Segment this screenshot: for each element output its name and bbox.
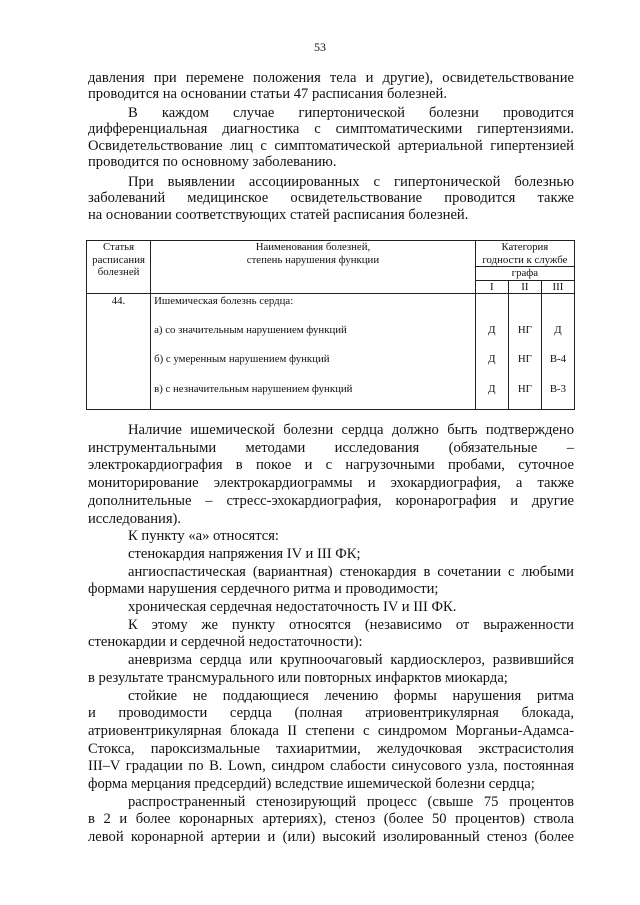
text-line: на основании соответствующих статей расписания болезней. (88, 206, 469, 223)
text-line: Освидетельствование лиц с симптоматической артериальной гипертензией (88, 137, 574, 154)
text-line: К этому же пункту относятся (независимо от выраженности (128, 616, 574, 633)
page-number: 53 (314, 40, 326, 54)
text-line: исследования). (88, 510, 182, 527)
text-line: В каждом случае гипертонической болезни проводится (128, 105, 574, 121)
text-line: в 2 и более коронарных артериях), стеноз (более 50 процентов) ствола (88, 811, 574, 828)
row-label: в) с незначительным нарушением функций (154, 383, 353, 395)
grade-col-i: Д Д Д (475, 294, 508, 410)
grade-col-iii: Д В-4 В-3 (541, 294, 574, 410)
text-line: проводится по основному заболеванию. (88, 154, 337, 171)
row-label: б) с умеренным нарушением функций (154, 353, 330, 365)
text-line: Наличие ишемической болезни сердца должно быть подтверждено (128, 422, 574, 438)
text-line: электрокардиография в покое и с нагрузочными пробами, суточное (88, 457, 574, 474)
text-line: в результате трансмурального или повторных инфарктов миокарда; (88, 669, 508, 686)
text-line: и проводимости сердца (полная атриовентрикулярная блокада, (88, 705, 574, 722)
text-line: К пункту «а» относятся: (128, 528, 279, 545)
text-line: При выявлении ассоциированных с гипертонической болезнью (128, 174, 574, 190)
header-col-iii: III (541, 280, 574, 294)
text-line: форма мерцания предсердий) вследствие ишемической болезни сердца; (88, 776, 535, 793)
text-line: дифференциальная диагностика с симптоматическими гипертензиями. (88, 121, 574, 138)
disease-title: Ишемическая болезнь сердца: (154, 295, 294, 307)
row-label: а) со значительным нарушением функций (154, 324, 347, 336)
header-disease-name: Наименования болезней, степень нарушения функции (151, 241, 476, 294)
header-col-ii: II (508, 280, 541, 294)
body-text (88, 422, 574, 847)
text-line: давления при перемене положения тела и другие), освидетельствование (88, 70, 574, 86)
header-article: Статья расписания болезней (87, 241, 151, 294)
paragraph-1 (88, 70, 574, 103)
text-line: заболеваний медицинское освидетельствование проводится также (88, 190, 574, 207)
article-number: 44. (87, 294, 151, 410)
text-line: III–V градации по B. Lown, синдром слабости синусового узла, постоянная (88, 758, 574, 775)
text-line: ангиоспастическая (вариантная) стенокардия в сочетании с любыми (128, 563, 574, 580)
grade-col-ii: НГ НГ НГ (508, 294, 541, 410)
text-line: стойкие не поддающиеся лечению формы нарушения ритма (128, 687, 574, 704)
text-line: стенокардия напряжения IV и III ФК; (128, 545, 361, 562)
text-line: Стокса, пароксизмальные тахиаритмии, желудочковая экстрасистолия (88, 740, 574, 757)
text-line: мониторирование электрокардиограммы и эхокардиография, а также (88, 475, 574, 492)
table-row (87, 294, 575, 410)
text-line: распространенный стенозирующий процесс (свыше 75 процентов (128, 793, 574, 810)
text-line: проводится на основании статьи 47 расписания болезней. (88, 86, 447, 103)
text-line: инструментальными методами исследования (обязательные – (88, 439, 574, 456)
header-category: Категория годности к службе (475, 241, 574, 267)
text-line: атриовентрикулярная блокада II степени с синдромом Морганьи-Адамса- (88, 722, 574, 739)
header-grafa: графа (475, 267, 574, 281)
text-line: дополнительные – стресс-эхокардиография, коронарография и другие (88, 492, 574, 509)
text-line: стенокардии и сердечной недостаточности): (88, 634, 363, 651)
text-line: формами нарушения сердечного ритма и проводимости; (88, 581, 439, 598)
disease-cell (151, 294, 476, 410)
text-line: хроническая сердечная недостаточность IV и III ФК. (128, 599, 457, 616)
paragraph-2 (88, 105, 574, 171)
text-line: аневризма сердца или крупноочаговый кардиосклероз, развившийся (128, 652, 574, 669)
text-line: левой коронарной артерии и (или) высокий изолированный стеноз (более (88, 829, 574, 846)
disease-schedule-table (86, 240, 575, 410)
paragraph-3 (88, 174, 574, 223)
header-col-i: I (475, 280, 508, 294)
